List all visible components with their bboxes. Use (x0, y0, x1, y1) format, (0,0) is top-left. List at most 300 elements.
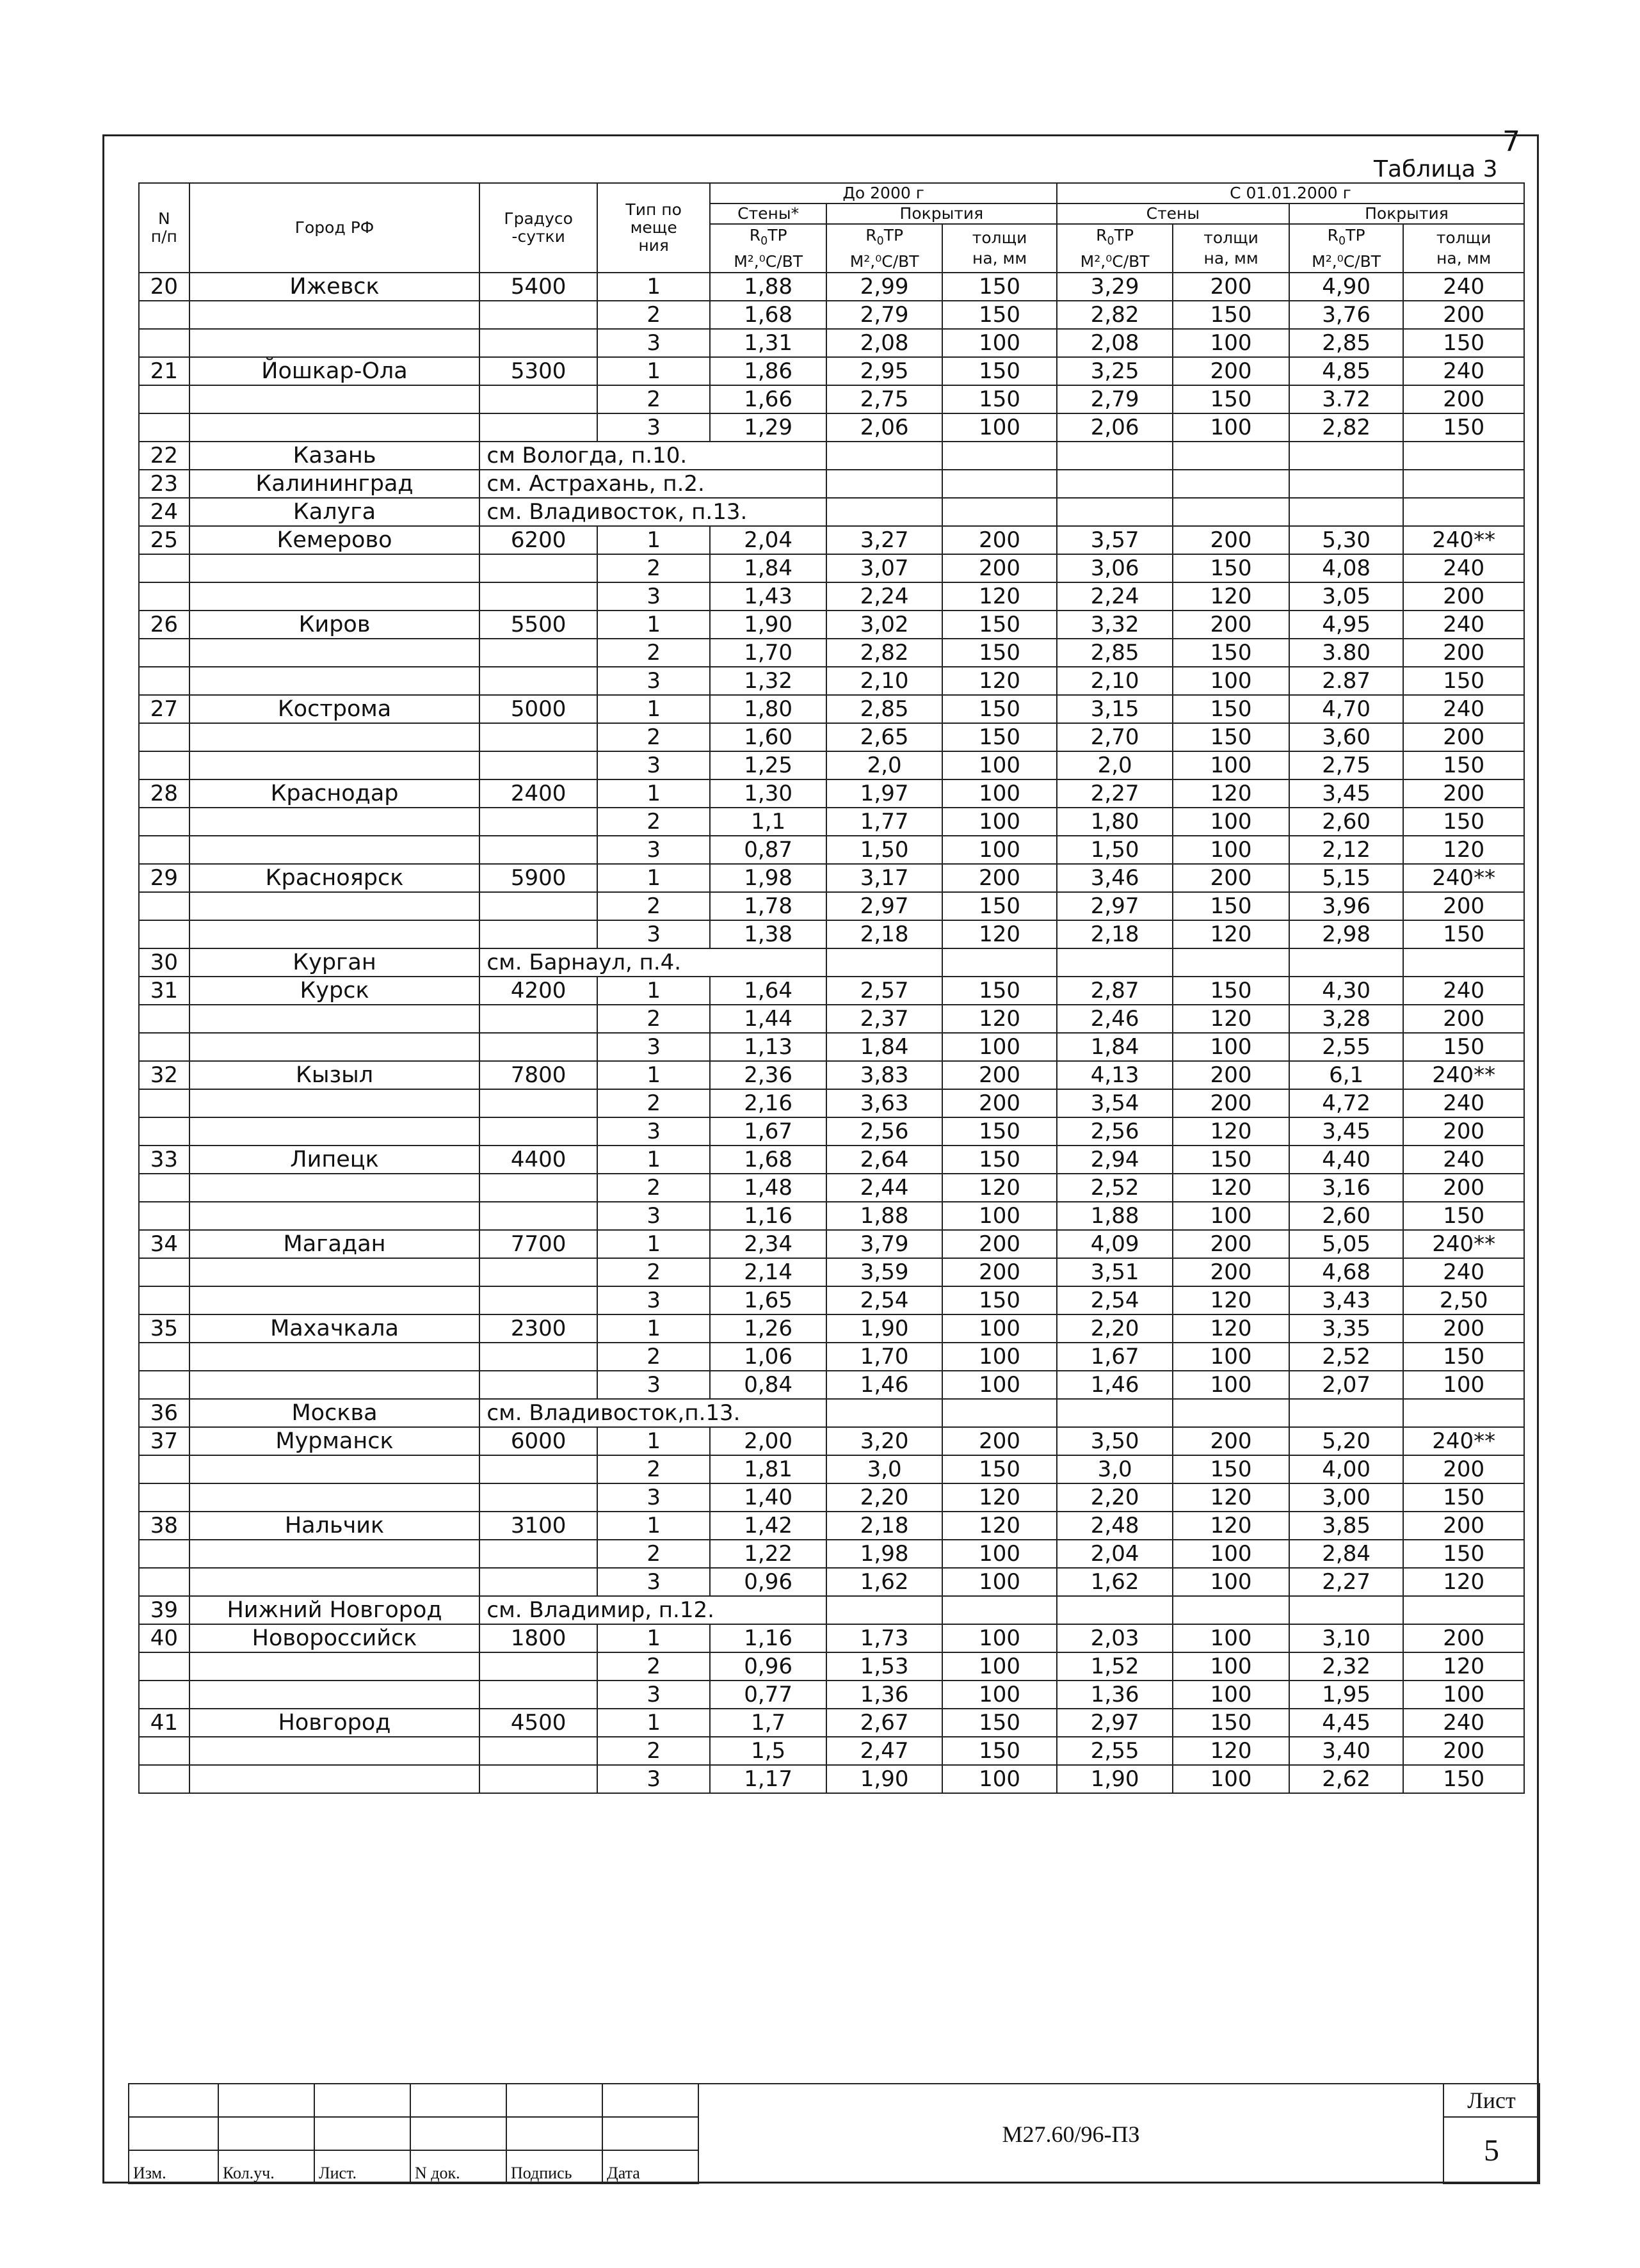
r-roofs-after-2000: 3.80 (1289, 639, 1403, 667)
r-roofs-before-2000: 3,02 (826, 611, 943, 639)
r-roofs-after-2000: 2,98 (1289, 920, 1403, 948)
thickness-before-2000: 100 (942, 1371, 1056, 1399)
row-number: 20 (139, 273, 189, 301)
thickness-walls-after-2000: 100 (1173, 808, 1289, 836)
r-walls-before-2000: 1,38 (710, 920, 826, 948)
r-roofs-before-2000: 1,73 (826, 1624, 943, 1652)
thickness-before-2000: 120 (942, 582, 1056, 611)
r-walls-after-2000: 2,18 (1057, 920, 1173, 948)
r-walls-after-2000: 2,27 (1057, 779, 1173, 808)
room-type: 2 (597, 1174, 710, 1202)
r-walls-before-2000: 1,90 (710, 611, 826, 639)
thickness-walls-after-2000: 150 (1173, 554, 1289, 582)
table-row (139, 1061, 1524, 1089)
title-block-row-1 (129, 2084, 1540, 2117)
r-walls-after-2000: 2,85 (1057, 639, 1173, 667)
r-walls-before-2000: 1,48 (710, 1174, 826, 1202)
table-row (139, 301, 1524, 329)
thickness-walls-after-2000: 150 (1173, 1709, 1289, 1737)
room-type: 2 (597, 1455, 710, 1483)
table-row (139, 723, 1524, 751)
room-type: 2 (597, 808, 710, 836)
header-num: N п/п (139, 183, 189, 273)
r-walls-after-2000: 3,51 (1057, 1258, 1173, 1286)
thickness-walls-after-2000: 100 (1173, 836, 1289, 864)
r-walls-after-2000: 2,55 (1057, 1737, 1173, 1765)
thickness-before-2000: 150 (942, 1117, 1056, 1146)
table-row (139, 329, 1524, 357)
r-roofs-after-2000: 4,00 (1289, 1455, 1403, 1483)
r-roofs-after-2000: 3,35 (1289, 1314, 1403, 1343)
thickness-before-2000: 200 (942, 1089, 1056, 1117)
row-number: 23 (139, 470, 189, 498)
r-walls-before-2000: 1,26 (710, 1314, 826, 1343)
thickness-before-2000: 120 (942, 920, 1056, 948)
r-roofs-after-2000: 2,85 (1289, 329, 1403, 357)
r-walls-before-2000: 1,7 (710, 1709, 826, 1737)
thickness-before-2000: 150 (942, 977, 1056, 1005)
r-roofs-after-2000: 2,55 (1289, 1033, 1403, 1061)
r-roofs-before-2000: 3,07 (826, 554, 943, 582)
r-roofs-before-2000: 2,20 (826, 1483, 943, 1512)
city-name: Кызыл (189, 1061, 480, 1089)
thickness-walls-after-2000: 100 (1173, 1765, 1289, 1793)
thickness-before-2000: 100 (942, 1314, 1056, 1343)
degree-days: 4400 (479, 1146, 597, 1174)
r-roofs-after-2000: 2,32 (1289, 1652, 1403, 1681)
r-walls-before-2000: 1,06 (710, 1343, 826, 1371)
r-walls-after-2000: 3,54 (1057, 1089, 1173, 1117)
thickness-roofs-after-2000: 240 (1403, 1709, 1524, 1737)
thickness-roofs-after-2000: 150 (1403, 1202, 1524, 1230)
degree-days: 2300 (479, 1314, 597, 1343)
row-number: 36 (139, 1399, 189, 1427)
table-row (139, 1286, 1524, 1314)
thickness-walls-after-2000: 120 (1173, 1483, 1289, 1512)
degree-days: 5000 (479, 695, 597, 723)
thickness-roofs-after-2000: 240** (1403, 864, 1524, 892)
room-type: 3 (597, 920, 710, 948)
thickness-walls-after-2000: 120 (1173, 1512, 1289, 1540)
row-number: 27 (139, 695, 189, 723)
thickness-roofs-after-2000: 200 (1403, 1624, 1524, 1652)
r-roofs-before-2000: 1,84 (826, 1033, 943, 1061)
room-type: 3 (597, 329, 710, 357)
thickness-walls-after-2000: 200 (1173, 611, 1289, 639)
thickness-walls-after-2000: 100 (1173, 1568, 1289, 1596)
table-row (139, 1399, 1524, 1427)
r-walls-before-2000: 2,14 (710, 1258, 826, 1286)
r-walls-before-2000: 1,67 (710, 1117, 826, 1146)
r-roofs-after-2000: 2,12 (1289, 836, 1403, 864)
table-row (139, 1343, 1524, 1371)
r-roofs-after-2000: 2,60 (1289, 808, 1403, 836)
thickness-walls-after-2000: 120 (1173, 920, 1289, 948)
thickness-before-2000: 150 (942, 1286, 1056, 1314)
city-name: Липецк (189, 1146, 480, 1174)
room-type: 3 (597, 1033, 710, 1061)
r-roofs-after-2000: 3,96 (1289, 892, 1403, 920)
r-roofs-before-2000: 2,65 (826, 723, 943, 751)
table-row (139, 1737, 1524, 1765)
thickness-walls-after-2000: 100 (1173, 329, 1289, 357)
thickness-walls-after-2000: 120 (1173, 582, 1289, 611)
header-r-roofs-1: $R_0ТР$ М²,⁰С/ВТ (826, 224, 943, 273)
r-walls-before-2000: 2,00 (710, 1427, 826, 1455)
r-walls-before-2000: 2,34 (710, 1230, 826, 1258)
thickness-walls-after-2000: 200 (1173, 864, 1289, 892)
table-row (139, 1174, 1524, 1202)
room-type: 1 (597, 695, 710, 723)
r-roofs-before-2000: 2,75 (826, 385, 943, 413)
r-roofs-after-2000: 2,52 (1289, 1343, 1403, 1371)
thickness-roofs-after-2000: 150 (1403, 920, 1524, 948)
r-roofs-after-2000: 2,07 (1289, 1371, 1403, 1399)
room-type: 1 (597, 864, 710, 892)
row-number: 39 (139, 1596, 189, 1624)
thickness-before-2000: 120 (942, 1483, 1056, 1512)
thickness-before-2000: 150 (942, 695, 1056, 723)
r-roofs-before-2000: 2,44 (826, 1174, 943, 1202)
thickness-before-2000: 120 (942, 667, 1056, 695)
thickness-walls-after-2000: 100 (1173, 1624, 1289, 1652)
thickness-roofs-after-2000: 200 (1403, 582, 1524, 611)
thickness-walls-after-2000: 100 (1173, 667, 1289, 695)
degree-days: 6200 (479, 526, 597, 554)
r-walls-before-2000: 1,86 (710, 357, 826, 385)
r-roofs-after-2000: 2,27 (1289, 1568, 1403, 1596)
room-type: 1 (597, 357, 710, 385)
header-period-before-2000: До 2000 г (710, 183, 1056, 204)
room-type: 2 (597, 639, 710, 667)
table-row (139, 1652, 1524, 1681)
r-roofs-before-2000: 2,10 (826, 667, 943, 695)
degree-days: 6000 (479, 1427, 597, 1455)
r-roofs-before-2000: 2,99 (826, 273, 943, 301)
r-walls-after-2000: 2,52 (1057, 1174, 1173, 1202)
thickness-roofs-after-2000: 240 (1403, 554, 1524, 582)
thickness-before-2000: 200 (942, 526, 1056, 554)
table-caption: Таблица 3 (1374, 156, 1498, 182)
thickness-walls-after-2000: 200 (1173, 1089, 1289, 1117)
thickness-roofs-after-2000: 150 (1403, 667, 1524, 695)
room-type: 1 (597, 273, 710, 301)
city-name: Кострома (189, 695, 480, 723)
r-roofs-before-2000: 3,17 (826, 864, 943, 892)
room-type: 3 (597, 1568, 710, 1596)
thickness-walls-after-2000: 100 (1173, 1033, 1289, 1061)
degree-days: 7700 (479, 1230, 597, 1258)
thickness-before-2000: 120 (942, 1174, 1056, 1202)
thickness-walls-after-2000: 100 (1173, 751, 1289, 779)
heat-resistance-table (138, 182, 1525, 1794)
r-roofs-after-2000: 4,30 (1289, 977, 1403, 1005)
r-roofs-after-2000: 2,82 (1289, 413, 1403, 442)
r-walls-before-2000: 1,84 (710, 554, 826, 582)
r-walls-after-2000: 2,03 (1057, 1624, 1173, 1652)
table-row (139, 836, 1524, 864)
thickness-roofs-after-2000: 200 (1403, 385, 1524, 413)
thickness-before-2000: 100 (942, 808, 1056, 836)
table-row (139, 1624, 1524, 1652)
thickness-walls-after-2000: 150 (1173, 977, 1289, 1005)
thickness-roofs-after-2000: 150 (1403, 1540, 1524, 1568)
degree-days: 4200 (479, 977, 597, 1005)
r-roofs-after-2000: 4,95 (1289, 611, 1403, 639)
city-name: Казань (189, 442, 480, 470)
room-type: 1 (597, 1061, 710, 1089)
thickness-roofs-after-2000: 240** (1403, 526, 1524, 554)
r-roofs-before-2000: 2,67 (826, 1709, 943, 1737)
r-roofs-before-2000: 2,18 (826, 920, 943, 948)
table-row (139, 1765, 1524, 1793)
r-roofs-after-2000: 4,08 (1289, 554, 1403, 582)
thickness-walls-after-2000: 150 (1173, 892, 1289, 920)
document-code: М27.60/96-ПЗ (698, 2084, 1443, 2184)
header-thickness-3: толщи на, мм (1403, 224, 1524, 273)
thickness-before-2000: 100 (942, 779, 1056, 808)
room-type: 2 (597, 301, 710, 329)
thickness-roofs-after-2000: 240 (1403, 1258, 1524, 1286)
r-roofs-after-2000: 2,62 (1289, 1765, 1403, 1793)
room-type: 3 (597, 1286, 710, 1314)
table-row (139, 864, 1524, 892)
header-period-after-2000: С 01.01.2000 г (1057, 183, 1524, 204)
reference-note: см. Владивосток, п.13. (479, 498, 826, 526)
r-walls-before-2000: 1,1 (710, 808, 826, 836)
thickness-roofs-after-2000: 150 (1403, 413, 1524, 442)
row-number: 40 (139, 1624, 189, 1652)
row-number: 31 (139, 977, 189, 1005)
table-row (139, 751, 1524, 779)
r-roofs-after-2000: 3,85 (1289, 1512, 1403, 1540)
r-roofs-after-2000: 5,30 (1289, 526, 1403, 554)
row-number: 26 (139, 611, 189, 639)
thickness-walls-after-2000: 150 (1173, 723, 1289, 751)
header-r-roofs-2: $R_0ТР$ М²,⁰С/ВТ (1289, 224, 1403, 273)
r-walls-after-2000: 1,67 (1057, 1343, 1173, 1371)
thickness-roofs-after-2000: 240 (1403, 695, 1524, 723)
room-type: 1 (597, 1427, 710, 1455)
room-type: 2 (597, 385, 710, 413)
r-roofs-after-2000: 2.87 (1289, 667, 1403, 695)
thickness-before-2000: 150 (942, 1709, 1056, 1737)
table-row (139, 1709, 1524, 1737)
table-row (139, 1202, 1524, 1230)
table-row (139, 357, 1524, 385)
thickness-roofs-after-2000: 150 (1403, 329, 1524, 357)
room-type: 2 (597, 554, 710, 582)
reference-note: см. Барнаул, п.4. (479, 948, 826, 977)
r-walls-before-2000: 1,80 (710, 695, 826, 723)
r-walls-before-2000: 1,60 (710, 723, 826, 751)
table-row (139, 1117, 1524, 1146)
room-type: 2 (597, 1737, 710, 1765)
r-roofs-before-2000: 1,97 (826, 779, 943, 808)
thickness-before-2000: 120 (942, 1512, 1056, 1540)
thickness-before-2000: 120 (942, 1005, 1056, 1033)
thickness-before-2000: 100 (942, 1033, 1056, 1061)
r-roofs-before-2000: 2,54 (826, 1286, 943, 1314)
thickness-walls-after-2000: 120 (1173, 1117, 1289, 1146)
r-walls-after-2000: 1,50 (1057, 836, 1173, 864)
city-name: Новороссийск (189, 1624, 480, 1652)
city-name: Курск (189, 977, 480, 1005)
table-row (139, 892, 1524, 920)
city-name: Красноярск (189, 864, 480, 892)
room-type: 3 (597, 1765, 710, 1793)
city-name: Новгород (189, 1709, 480, 1737)
r-walls-after-2000: 3,25 (1057, 357, 1173, 385)
r-roofs-before-2000: 2,47 (826, 1737, 943, 1765)
row-number: 33 (139, 1146, 189, 1174)
thickness-roofs-after-2000: 120 (1403, 1652, 1524, 1681)
city-name: Ижевск (189, 273, 480, 301)
r-walls-before-2000: 1,78 (710, 892, 826, 920)
table-row (139, 1568, 1524, 1596)
r-walls-after-2000: 1,52 (1057, 1652, 1173, 1681)
r-walls-after-2000: 1,62 (1057, 1568, 1173, 1596)
r-walls-before-2000: 1,42 (710, 1512, 826, 1540)
stamp-data: Дата (602, 2150, 698, 2184)
r-roofs-before-2000: 2,56 (826, 1117, 943, 1146)
room-type: 2 (597, 1089, 710, 1117)
row-number: 28 (139, 779, 189, 808)
r-walls-after-2000: 3,46 (1057, 864, 1173, 892)
r-walls-before-2000: 1,32 (710, 667, 826, 695)
r-walls-after-2000: 4,09 (1057, 1230, 1173, 1258)
room-type: 2 (597, 1652, 710, 1681)
r-walls-before-2000: 2,16 (710, 1089, 826, 1117)
stamp-izm: Изм. (129, 2150, 218, 2184)
r-walls-before-2000: 1,13 (710, 1033, 826, 1061)
r-walls-after-2000: 2,70 (1057, 723, 1173, 751)
thickness-before-2000: 150 (942, 639, 1056, 667)
thickness-before-2000: 100 (942, 836, 1056, 864)
table-body (139, 183, 1524, 1793)
room-type: 3 (597, 1681, 710, 1709)
thickness-roofs-after-2000: 200 (1403, 779, 1524, 808)
r-walls-after-2000: 1,84 (1057, 1033, 1173, 1061)
thickness-walls-after-2000: 120 (1173, 1005, 1289, 1033)
r-walls-after-2000: 1,90 (1057, 1765, 1173, 1793)
r-walls-after-2000: 2,87 (1057, 977, 1173, 1005)
r-walls-before-2000: 1,40 (710, 1483, 826, 1512)
thickness-roofs-after-2000: 240 (1403, 611, 1524, 639)
r-roofs-after-2000: 4,68 (1289, 1258, 1403, 1286)
city-name: Магадан (189, 1230, 480, 1258)
room-type: 2 (597, 892, 710, 920)
row-number: 35 (139, 1314, 189, 1343)
r-walls-before-2000: 1,68 (710, 301, 826, 329)
title-block (128, 2083, 1540, 2184)
r-roofs-before-2000: 2,85 (826, 695, 943, 723)
room-type: 1 (597, 1146, 710, 1174)
r-walls-after-2000: 2,04 (1057, 1540, 1173, 1568)
thickness-before-2000: 200 (942, 554, 1056, 582)
thickness-roofs-after-2000: 100 (1403, 1681, 1524, 1709)
header-r-walls-1: $R_0ТР$ М²,⁰С/ВТ (710, 224, 826, 273)
r-roofs-before-2000: 2,0 (826, 751, 943, 779)
r-roofs-after-2000: 4,90 (1289, 273, 1403, 301)
degree-days: 1800 (479, 1624, 597, 1652)
degree-days: 5300 (479, 357, 597, 385)
r-roofs-before-2000: 3,59 (826, 1258, 943, 1286)
r-walls-before-2000: 0,96 (710, 1568, 826, 1596)
r-roofs-after-2000: 3,60 (1289, 723, 1403, 751)
thickness-roofs-after-2000: 240** (1403, 1230, 1524, 1258)
thickness-roofs-after-2000: 240** (1403, 1061, 1524, 1089)
row-number: 38 (139, 1512, 189, 1540)
thickness-roofs-after-2000: 200 (1403, 1512, 1524, 1540)
r-walls-before-2000: 1,44 (710, 1005, 826, 1033)
room-type: 3 (597, 1202, 710, 1230)
thickness-roofs-after-2000: 120 (1403, 836, 1524, 864)
thickness-walls-after-2000: 150 (1173, 1146, 1289, 1174)
room-type: 3 (597, 1483, 710, 1512)
table-row (139, 1681, 1524, 1709)
r-roofs-after-2000: 4,70 (1289, 695, 1403, 723)
thickness-roofs-after-2000: 150 (1403, 751, 1524, 779)
thickness-walls-after-2000: 100 (1173, 1681, 1289, 1709)
row-number: 24 (139, 498, 189, 526)
stamp-podpis: Подпись (506, 2150, 602, 2184)
thickness-before-2000: 100 (942, 1202, 1056, 1230)
row-number: 32 (139, 1061, 189, 1089)
r-walls-after-2000: 3,32 (1057, 611, 1173, 639)
r-roofs-after-2000: 4,72 (1289, 1089, 1403, 1117)
r-roofs-after-2000: 2,84 (1289, 1540, 1403, 1568)
r-roofs-before-2000: 3,27 (826, 526, 943, 554)
thickness-before-2000: 100 (942, 1765, 1056, 1793)
r-roofs-before-2000: 3,79 (826, 1230, 943, 1258)
thickness-walls-after-2000: 150 (1173, 385, 1289, 413)
thickness-roofs-after-2000: 150 (1403, 1343, 1524, 1371)
city-name: Калининград (189, 470, 480, 498)
r-walls-after-2000: 4,13 (1057, 1061, 1173, 1089)
thickness-roofs-after-2000: 200 (1403, 301, 1524, 329)
thickness-roofs-after-2000: 240 (1403, 273, 1524, 301)
r-walls-after-2000: 2,56 (1057, 1117, 1173, 1146)
thickness-before-2000: 100 (942, 1568, 1056, 1596)
table-row (139, 470, 1524, 498)
r-walls-after-2000: 2,20 (1057, 1314, 1173, 1343)
table-row (139, 1258, 1524, 1286)
r-roofs-before-2000: 2,18 (826, 1512, 943, 1540)
sheet-label: Лист (1443, 2084, 1540, 2117)
thickness-before-2000: 150 (942, 1737, 1056, 1765)
table-row (139, 442, 1524, 470)
city-name: Калуга (189, 498, 480, 526)
row-number: 41 (139, 1709, 189, 1737)
r-roofs-before-2000: 2,37 (826, 1005, 943, 1033)
header-walls-2: Стены (1057, 204, 1289, 224)
room-type: 2 (597, 723, 710, 751)
thickness-roofs-after-2000: 2,50 (1403, 1286, 1524, 1314)
table-row (139, 667, 1524, 695)
r-roofs-after-2000: 3,00 (1289, 1483, 1403, 1512)
thickness-before-2000: 100 (942, 329, 1056, 357)
r-walls-after-2000: 2,97 (1057, 892, 1173, 920)
thickness-roofs-after-2000: 200 (1403, 1314, 1524, 1343)
r-walls-after-2000: 2,82 (1057, 301, 1173, 329)
r-walls-before-2000: 1,88 (710, 273, 826, 301)
r-roofs-after-2000: 3,10 (1289, 1624, 1403, 1652)
reference-note: см Вологда, п.10. (479, 442, 826, 470)
r-walls-after-2000: 2,46 (1057, 1005, 1173, 1033)
r-roofs-before-2000: 2,64 (826, 1146, 943, 1174)
r-roofs-before-2000: 3,0 (826, 1455, 943, 1483)
